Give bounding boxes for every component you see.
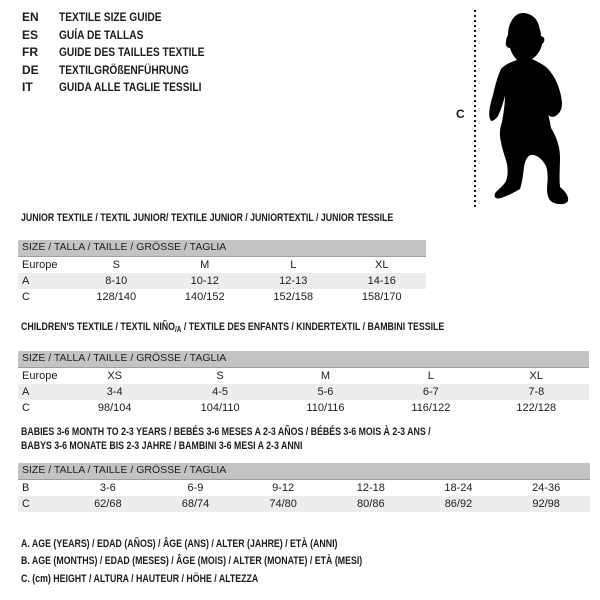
language-title: TEXTILE SIZE GUIDE [59, 10, 162, 24]
language-row [22, 79, 230, 97]
size-value: 3-6 [99, 481, 116, 494]
size-table [18, 351, 589, 416]
size-table-section [18, 320, 589, 416]
size-value: 68/74 [152, 496, 240, 512]
size-value: 14-16 [338, 273, 427, 289]
size-value: L [427, 369, 434, 382]
size-value: 152/158 [273, 290, 314, 303]
table-header-row [18, 463, 590, 479]
title-text: CHILDREN'S TEXTILE / TEXTIL NIÑO [21, 321, 175, 333]
size-value: S [216, 369, 224, 382]
size-value: 128/140 [96, 290, 137, 303]
row-label: C [22, 401, 30, 414]
size-table-section [18, 211, 426, 305]
size-table [18, 240, 426, 305]
table-row [18, 384, 589, 400]
size-value: 7-8 [484, 384, 589, 400]
row-label: B [22, 481, 30, 494]
table-header-row [18, 240, 426, 256]
section-title-line [21, 320, 475, 337]
size-value: S [112, 258, 120, 271]
size-value: 62/68 [64, 496, 152, 512]
size-value: 4-5 [167, 384, 272, 400]
size-value: 140/152 [184, 290, 225, 303]
size-value: M [320, 369, 331, 382]
size-value: 74/80 [239, 496, 327, 512]
section-title-line [21, 425, 476, 439]
size-value: 10-12 [161, 273, 250, 289]
language-title: GUIDA ALLE TAGLIE TESSILI [59, 80, 202, 95]
size-value: 104/110 [200, 401, 240, 414]
table-row [18, 479, 590, 496]
size-value: 5-6 [273, 384, 378, 400]
language-code: IT [22, 80, 33, 95]
size-table-header: SIZE / TALLA / TAILLE / GRÖSSE / TAGLIA [18, 463, 590, 479]
language-row [22, 9, 230, 27]
title-text: JUNIOR TEXTILE / TEXTIL JUNIOR/ TEXTILE JUNIOR / JUNIORTEXTIL / JUNIOR TESSILE [21, 212, 394, 224]
language-code: ES [22, 27, 39, 42]
size-value: 24-36 [532, 481, 561, 494]
section-title-line [21, 439, 476, 453]
row-label: A [18, 273, 72, 289]
size-value: 6-9 [187, 481, 204, 494]
size-table-header: SIZE / TALLA / TAILLE / GRÖSSE / TAGLIA [18, 351, 589, 367]
table-row [18, 367, 589, 384]
footnote-line: B. AGE (MONTHS) / EDAD (MESES) / ÂGE (MOIS) / ALTER (MONATE) / ETÀ (MESI) [21, 555, 363, 568]
title-text: BABYS 3-6 MONATE BIS 2-3 JAHRE / BAMBINI 3-6 MESI A 2-3 ANNI [21, 440, 303, 452]
language-title: GUIDE DES TAILLES TEXTILE [59, 45, 205, 60]
size-value: 98/104 [97, 401, 132, 414]
row-label: C [22, 290, 30, 303]
language-row [22, 62, 230, 80]
size-value: 86/92 [415, 496, 503, 512]
height-measure-line [474, 10, 476, 207]
footnote-line: C. (cm) HEIGHT / ALTURA / HAUTEUR / HÖHE / ALTEZZA [21, 572, 259, 585]
section-title [21, 211, 394, 225]
size-value: 12-18 [356, 481, 385, 494]
size-value: 92/98 [502, 496, 590, 512]
language-row [22, 44, 230, 62]
size-value: 116/122 [411, 401, 451, 414]
size-value: 158/170 [361, 290, 402, 303]
language-row [22, 27, 230, 45]
table-row [18, 496, 590, 512]
size-value: XL [375, 258, 389, 271]
size-value: 6-7 [378, 384, 483, 400]
language-title: TEXTILGRÖßENFÜHRUNG [59, 62, 189, 77]
size-value: 9-12 [272, 481, 295, 494]
size-value: 18-24 [444, 481, 473, 494]
baby-silhouette-icon [487, 6, 593, 206]
row-label: A [18, 384, 62, 400]
size-value: 80/86 [327, 496, 415, 512]
language-code: DE [22, 62, 39, 77]
footnote-line: A. AGE (YEARS) / EDAD (AÑOS) / ÂGE (ANS) / ALTER (JAHRE) / ETÀ (ANNI) [21, 538, 338, 550]
language-code: EN [22, 10, 39, 24]
table-row [18, 256, 426, 273]
language-list [22, 9, 230, 97]
size-table [18, 463, 590, 512]
size-value: XL [529, 369, 544, 382]
section-title [21, 320, 475, 337]
size-value: 3-4 [62, 384, 167, 400]
size-value: 110/116 [306, 401, 345, 414]
table-row [18, 400, 589, 416]
size-value: 122/128 [516, 401, 557, 414]
section-title [21, 425, 476, 453]
row-label: Europe [22, 369, 58, 382]
table-row [18, 289, 426, 305]
row-label: Europe [22, 258, 58, 271]
size-value: 12-13 [249, 273, 338, 289]
size-table-section [18, 425, 590, 512]
title-text: / TEXTILE DES ENFANTS / KINDERTEXTIL / BAMBINI TESSILE [181, 321, 445, 333]
table-header-row [18, 351, 589, 367]
footnotes [21, 536, 448, 588]
row-label: C [18, 496, 64, 512]
height-label-c: C [456, 107, 465, 121]
size-value: L [290, 258, 297, 271]
size-value: XS [107, 369, 123, 382]
size-value: 8-10 [72, 273, 161, 289]
title-text: /A [174, 325, 182, 334]
size-table-header: SIZE / TALLA / TAILLE / GRÖSSE / TAGLIA [18, 240, 426, 256]
language-title: GUÍA DE TALLAS [59, 27, 144, 42]
size-value: M [200, 258, 210, 271]
language-code: FR [22, 45, 38, 60]
section-title-line [21, 211, 394, 225]
title-text: BABIES 3-6 MONTH TO 2-3 YEARS / BEBÉS 3-6 MESES A 2-3 AÑOS / BÉBÉS 3-6 MOIS À 2-3 ANS / [21, 426, 431, 438]
table-row [18, 273, 426, 289]
